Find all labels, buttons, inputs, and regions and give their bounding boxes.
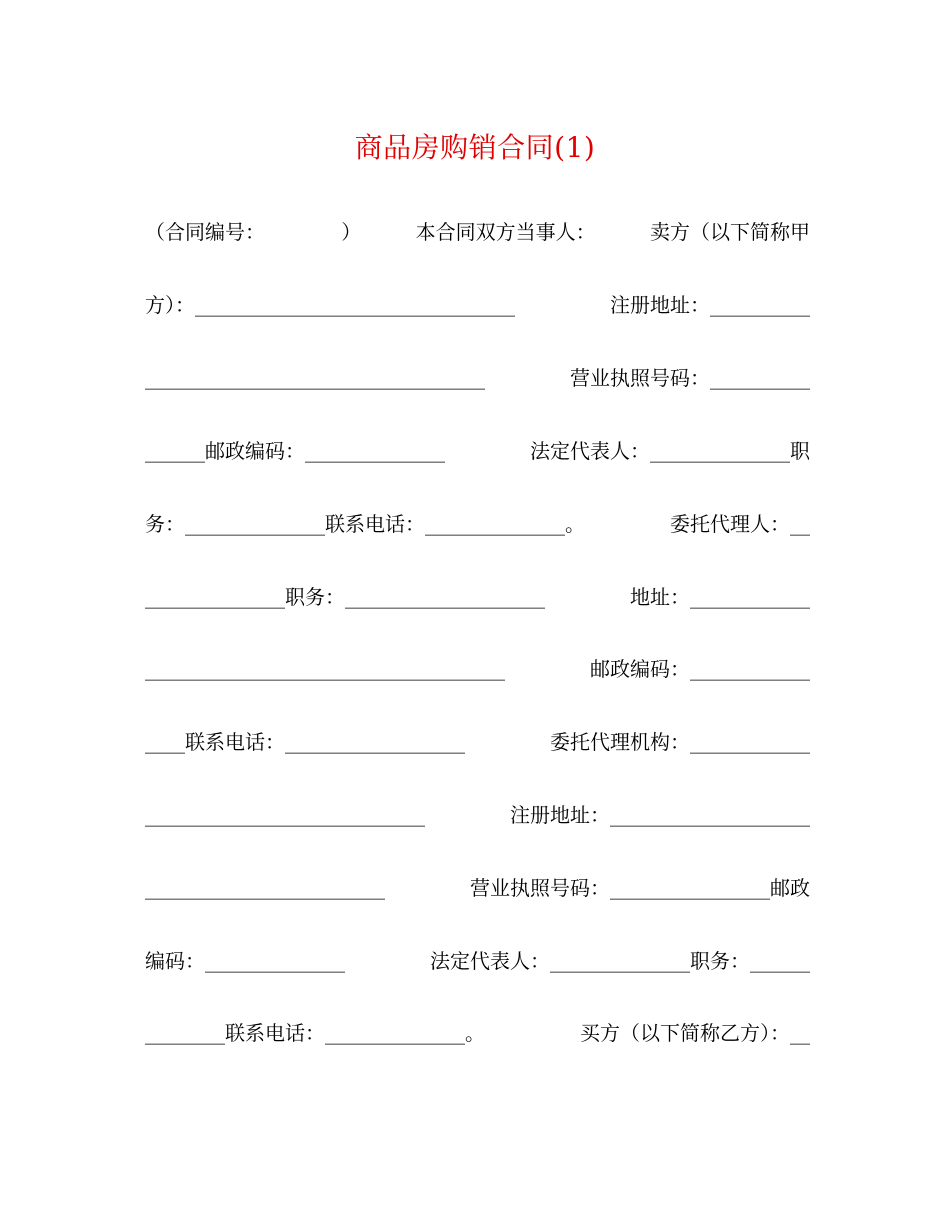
line-5-segment-1: 务：______________联系电话：______________。 [145, 512, 585, 536]
line-9-segment-1: ____________________________ [145, 803, 425, 827]
line-8-segment-1: ____联系电话：__________________ [145, 730, 465, 754]
body-line-10 [145, 871, 810, 905]
body-line-6 [145, 580, 810, 614]
line-12-segment-2: 买方（以下简称乙方）：__ [580, 1021, 810, 1045]
body-line-4 [145, 434, 810, 468]
line-10-segment-2: 营业执照号码：________________邮政 [470, 876, 810, 900]
line-7-segment-2: 邮政编码：____________ [590, 657, 810, 681]
document-title: 商品房购销合同(1) [354, 131, 596, 164]
line-7-segment-1: ____________________________________ [145, 657, 505, 681]
body-line-9 [145, 798, 810, 832]
line-3-segment-1: __________________________________ [145, 366, 485, 390]
line-11-segment-1: 编码：______________ [145, 949, 345, 973]
body-line-7 [145, 652, 810, 686]
body-line-12 [145, 1016, 810, 1050]
line-11-segment-2: 法定代表人：______________职务：______ [430, 949, 810, 973]
line-2-segment-2: 注册地址：__________ [610, 293, 810, 317]
body-line-11 [145, 944, 810, 978]
line-12-segment-1: ________联系电话：______________。 [145, 1021, 485, 1045]
line-3-segment-2: 营业执照号码：__________ [570, 366, 810, 390]
line-2-segment-1: 方）：________________________________ [145, 293, 515, 317]
body-line-3 [145, 361, 810, 395]
line-1-segment-3: 卖方（以下简称甲 [649, 220, 810, 244]
line-10-segment-1: ________________________ [145, 876, 385, 900]
body-line-1 [145, 215, 810, 249]
line-1-segment-2: 本合同双方当事人： [415, 220, 596, 244]
line-6-segment-2: 地址：____________ [630, 585, 810, 609]
line-1-segment-1: （合同编号： ） [145, 220, 362, 244]
line-8-segment-2: 委托代理机构：____________ [550, 730, 810, 754]
line-5-segment-2: 委托代理人：__ [670, 512, 810, 536]
body-line-2 [145, 288, 810, 322]
body-line-8 [145, 725, 810, 759]
line-6-segment-1: ______________职务：____________________ [145, 585, 545, 609]
line-4-segment-1: ______邮政编码：______________ [145, 439, 445, 463]
line-9-segment-2: 注册地址：____________________ [510, 803, 810, 827]
body-line-5 [145, 507, 810, 541]
line-4-segment-2: 法定代表人：______________职 [530, 439, 810, 463]
